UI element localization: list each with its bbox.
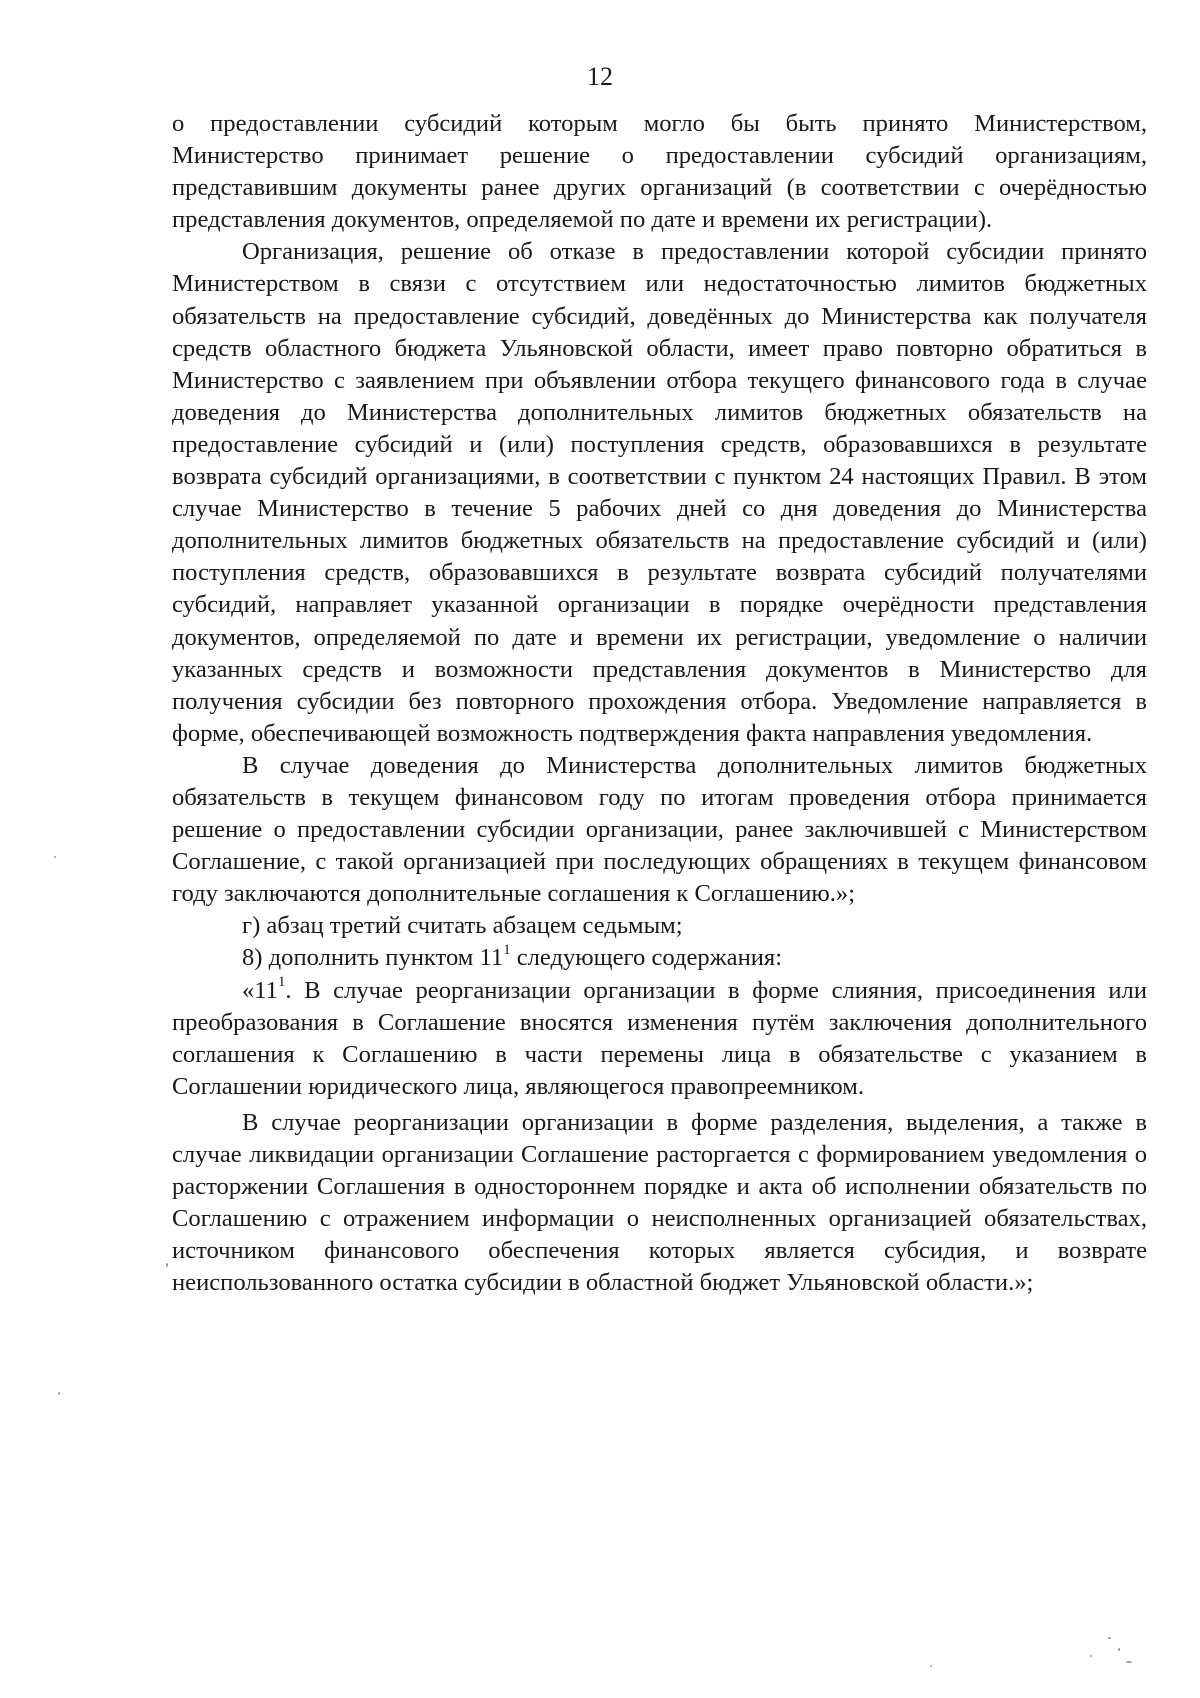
paragraph-additional-limits: В случае доведения до Министерства дополнительных лимитов бюджетных обязательств в текущем финансовом году по итогам проведения отбора принимается решение о предоставлении субсидии организации, ранее заключившей с Министерством Соглашение, с такой организацией при последующих обращениях в текущем финансовом году заключаются дополнительные соглашения к Соглашению.»; — [172, 751, 1147, 908]
scan-speck — [1118, 1648, 1120, 1651]
paragraph-organization-refusal: Организация, решение об отказе в предоставлении которой субсидии принято Министерством в связи с отсутствием или недостаточностью лимитов бюджетных обязательств на предоставление субсидий, доведённых до Министерства как получателя средств областного бюджета Ульяновской области, имеет право повторно обратиться в Министерство с заявлением при объявлении отбора текущего финансового года в случае доведения до Министерства дополнительных лимитов бюджетных обязательств на предоставление субсидий и (или) поступления средств, образовавшихся в результате возврата субсидий организациями, в соответствии с пунктом 24 настоящих Правил. В этом случае Министерство в течение 5 рабочих дней со дня доведения до Министерства дополнительных лимитов бюджетных обязательств на предоставление субсидий и (или) поступления средств, образовавшихся в результате возврата субсидий получателями субсидий, направляет указанной организации в порядке очерёдности представления документов, определяемой по дате и времени их регистрации, уведомление о наличии указанных средств и возможности представления документов в Министерство для получения субсидии без повторного прохождения отбора. Уведомление направляется в форме, обеспечивающей возможность подтверждения факта направления уведомления. — [172, 238, 1147, 747]
paragraph-item-8 — [172, 942, 1147, 974]
scan-speck — [1108, 1637, 1111, 1639]
clause-11-1-text-after: . В случае реорганизации организации в форме слияния, присоединения или преобразования в Соглашение вносятся изменения путём заключения дополнительного соглашения к Соглашению в части перемены лица в обязательстве с указанием в Соглашении юридического лица, являющегося правопреемником. — [172, 976, 1147, 1100]
scan-speck — [1126, 1661, 1132, 1663]
paragraph-clause-11-1 — [172, 975, 1147, 1103]
paragraph-termination: В случае реорганизации организации в форме разделения, выделения, а также в случае ликвидации организации Соглашение расторгается с формированием уведомления о расторжении Соглашения в одностороннем порядке и акта об исполнении обязательств по Соглашению с отражением информации о неисполненных организацией обязательствах, источником финансового обеспечения которых является субсидия, и возврате неиспользованного остатка субсидии в областной бюджет Ульяновской области.»; — [172, 1108, 1147, 1297]
scan-speck — [1090, 1655, 1092, 1657]
scan-speck — [54, 856, 56, 858]
paragraph-subitem-g: г) абзац третий считать абзацем седьмым; — [242, 912, 683, 940]
scan-speck — [166, 1263, 168, 1267]
document-body — [172, 108, 1147, 1299]
page-number: 12 — [587, 62, 613, 91]
paragraph-continuation: о предоставлении субсидий которым могло бы быть принято Министерством, Министерство принимает решение о предоставлении субсидий организациям, представившим документы ранее других организаций (в соответствии с очерёдностью представления документов, определяемой по дате и времени их регистрации). — [172, 110, 1147, 234]
scan-speck — [930, 1665, 932, 1667]
item-8-text-after: следующего содержания: — [510, 944, 783, 972]
item-8-text-before: 8) дополнить пунктом 11 — [242, 944, 504, 972]
clause-11-1-superscript: 1 — [277, 974, 286, 991]
clause-11-1-text-before: «11 — [242, 976, 278, 1004]
item-8-superscript: 1 — [503, 942, 511, 959]
scan-speck — [58, 1392, 60, 1395]
